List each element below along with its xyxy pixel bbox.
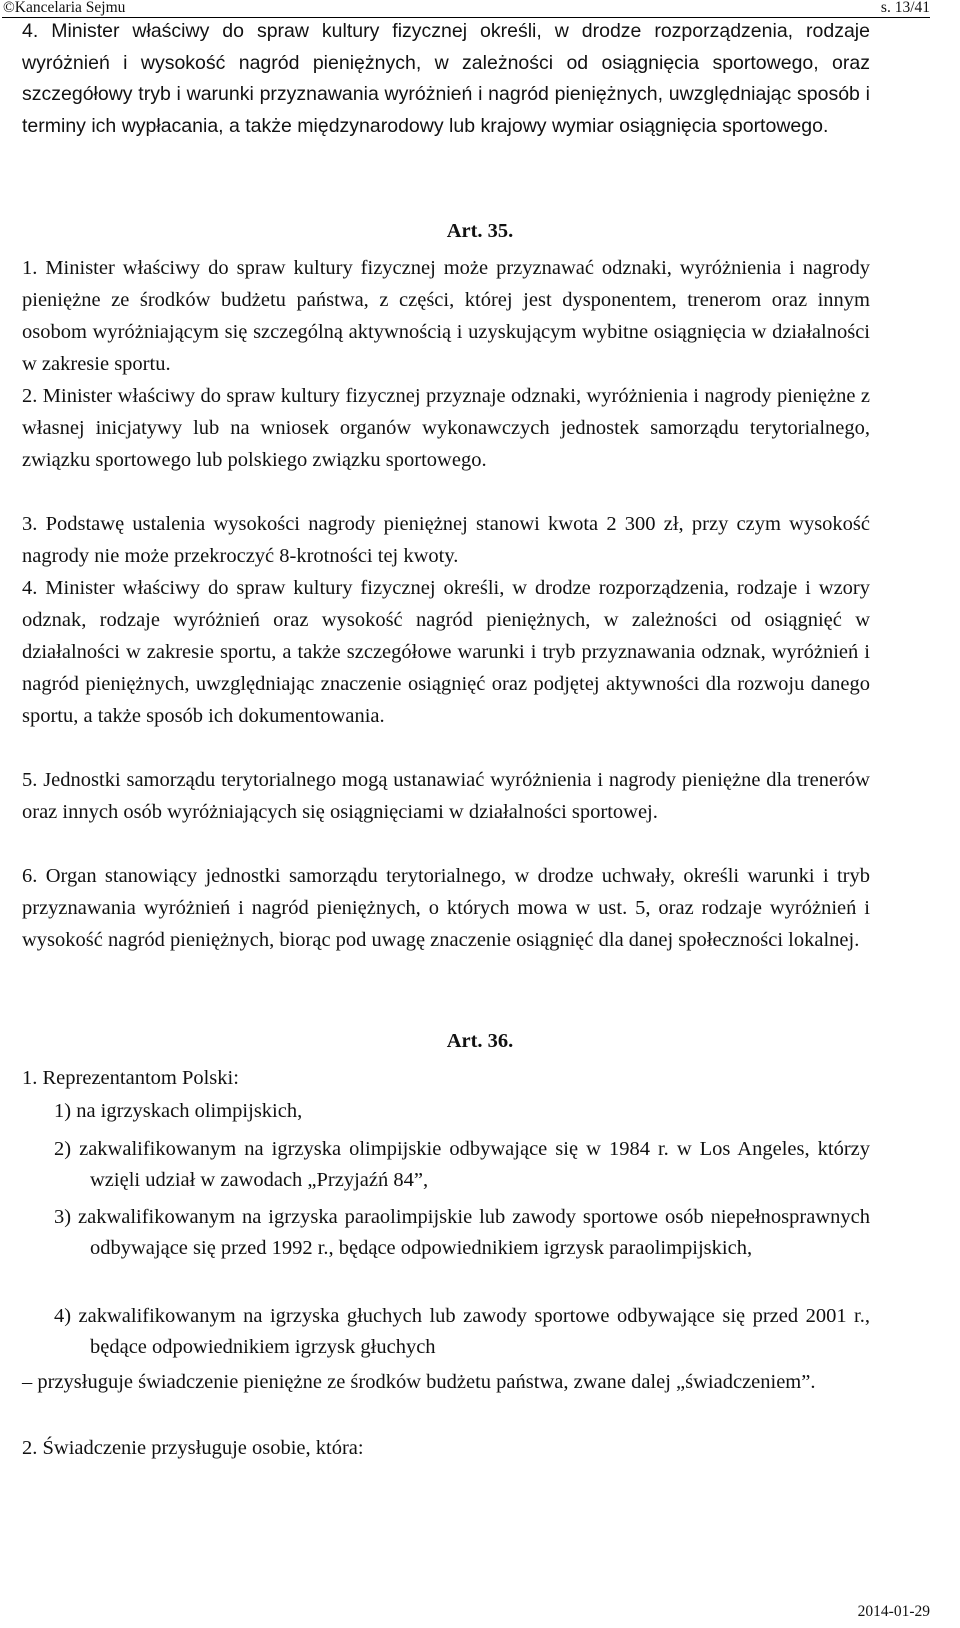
art36-title: Art. 36. (446, 1030, 514, 1052)
art36-intro: 1. Reprezentantom Polski: (22, 1067, 239, 1089)
art35-paragraph-4: 4. Minister właściwy do spraw kultury fizycznej określi, w drodze rozporządzenia, rodzaje i wzory odznak, rodzaje wyróżnień oraz wysokość nagród pieniężnych, w zależności od osiągnięć w działalności w zakresie sportu, a także szczegółowe warunki i tryb przyznawania odznak, wyróżnień i nagród pieniężnych, uwzględniając znaczenie osiągnięć oraz podjętej aktywności dla rozwoju danego sportu, a także sposób ich dokumentowania. (22, 577, 870, 727)
art35-paragraph-3: 3. Podstawę ustalenia wysokości nagrody pieniężnej stanowi kwota 2 300 zł, przy czym wysokość nagrody nie może przekroczyć 8-krotności tej kwoty. (22, 513, 870, 567)
art36-item-4: 4) zakwalifikowanym na igrzyska głuchych lub zawody sportowe odbywające się przed 2001 r., będące odpowiednikiem igrzysk głuchych (54, 1305, 870, 1358)
art36-item-2: 2) zakwalifikowanym na igrzyska olimpijskie odbywające się w 1984 r. w Los Angeles, którzy wzięli udział w zawodach „Przyjaźń 84”, (54, 1138, 870, 1191)
art35-paragraph-5: 5. Jednostki samorządu terytorialnego mogą ustanawiać wyróżnienia i nagrody pieniężne dla trenerów oraz innych osób wyróżniających się osiągnięciami w działalności sportowej. (22, 769, 870, 823)
art35-title: Art. 35. (446, 220, 514, 242)
art35-paragraph-2: 2. Minister właściwy do spraw kultury fizycznej przyznaje odznaki, wyróżnienia i nagrody pieniężne z własnej inicjatywy lub na wniosek organów wykonawczych jednostek samorządu terytorialnego, związku sportowego lub polskiego związku sportowego. (22, 385, 870, 471)
art36-item-3: 3) zakwalifikowanym na igrzyska paraolimpijskie lub zawody sportowe osób niepełnosprawnych odbywające się przed 1992 r., będące odpowiednikiem igrzysk paraolimpijskich, (54, 1206, 870, 1259)
art35-paragraph-1: 1. Minister właściwy do spraw kultury fizycznej może przyznawać odznaki, wyróżnienia i nagrody pieniężne ze środków budżetu państwa, z części, której jest dysponentem, trenerom oraz innym osobom wyróżniającym się szczególną aktywnością i uzyskującym wybitne osiągnięcia w działalności w zakresie sportu. (22, 257, 870, 375)
header-source: ©Kancelaria Sejmu (3, 0, 126, 16)
footer-date: 2014-01-29 (857, 1603, 930, 1620)
page-number: s. 13/41 (880, 0, 930, 16)
art34-paragraph-4: 4. Minister właściwy do spraw kultury fizycznej określi, w drodze rozporządzenia, rodzaje wyróżnień i wysokość nagród pieniężnych, w zależności od osiągnięcia sportowego, oraz szczegółowy tryb i warunki przyznawania wyróżnień i nagród pieniężnych, uwzględniając sposób i terminy ich wypłacania, a także międzynarodowy lub krajowy wymiar osiągnięcia sportowego. (22, 20, 870, 137)
art36-paragraph-2: 2. Świadczenie przysługuje osobie, która: (22, 1437, 364, 1459)
art36-dash-clause: – przysługuje świadczenie pieniężne ze środków budżetu państwa, zwane dalej „świadczeniem”. (22, 1371, 816, 1393)
art35-paragraph-6: 6. Organ stanowiący jednostki samorządu terytorialnego, w drodze uchwały, określi warunki i tryb przyznawania wyróżnień i nagród pieniężnych, o których mowa w ust. 5, oraz rodzaje wyróżnień i wysokość nagród pieniężnych, biorąc pod uwagę znaczenie osiągnięć dla danej społeczności lokalnej. (22, 865, 870, 951)
art36-item-1: 1) na igrzyskach olimpijskich, (54, 1100, 303, 1122)
